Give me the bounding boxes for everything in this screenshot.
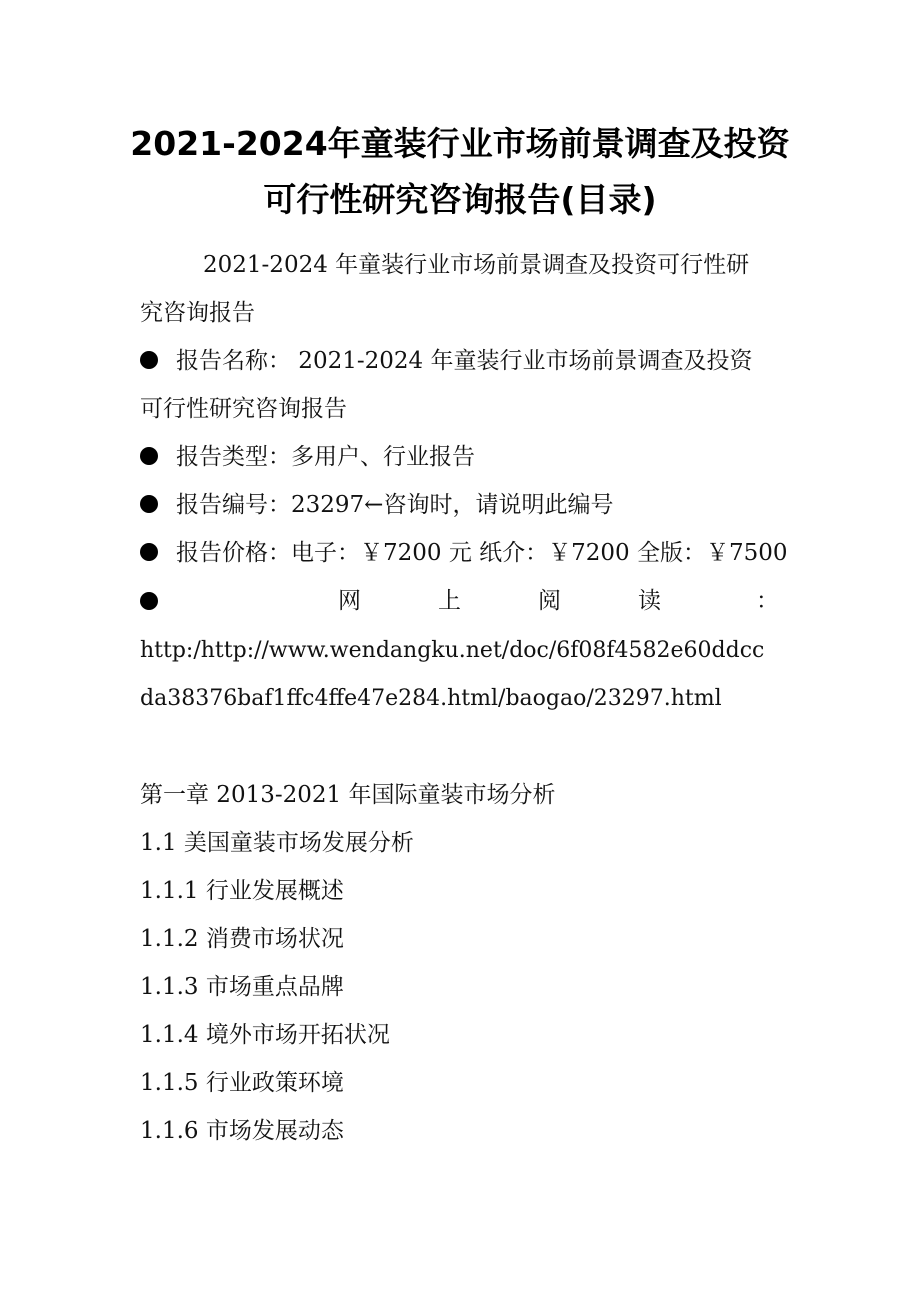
bullet-icon bbox=[140, 543, 158, 561]
document-title-line-1: 2021-2024年童装行业市场前景调查及投资 bbox=[130, 124, 790, 163]
bullet-icon bbox=[140, 447, 158, 465]
intro-paragraph-line-1: 2021-2024 年童装行业市场前景调查及投资可行性研 bbox=[203, 252, 750, 278]
toc-item-1-1-3: 1.1.3 市场重点品牌 bbox=[140, 974, 344, 1000]
toc-item-1-1-2: 1.1.2 消费市场状况 bbox=[140, 926, 344, 952]
report-name-line-1 bbox=[140, 346, 752, 376]
report-type-line bbox=[140, 442, 475, 472]
bullet-icon bbox=[140, 592, 158, 610]
toc-item-1-1-5: 1.1.5 行业政策环境 bbox=[140, 1070, 344, 1096]
online-read-char-1: 网 bbox=[338, 588, 361, 614]
toc-chapter-1: 第一章 2013-2021 年国际童装市场分析 bbox=[140, 782, 556, 808]
online-read-url-line-2[interactable]: da38376baf1ffc4ffe47e284.html/baogao/23297.html bbox=[140, 686, 722, 711]
toc-section-1-1: 1.1 美国童装市场发展分析 bbox=[140, 830, 414, 856]
bullet-icon bbox=[140, 351, 158, 369]
report-price-text: 报告价格：电子：￥7200 元 纸介：￥7200 全版：￥7500 bbox=[176, 540, 788, 566]
report-price-line bbox=[140, 538, 788, 568]
bullet-icon bbox=[140, 495, 158, 513]
toc-item-1-1-4: 1.1.4 境外市场开拓状况 bbox=[140, 1022, 390, 1048]
online-read-char-3: 阅 bbox=[538, 588, 561, 614]
report-type-text: 报告类型：多用户、行业报告 bbox=[176, 444, 475, 470]
report-code-text: 报告编号：23297←咨询时，请说明此编号 bbox=[176, 492, 614, 518]
online-read-url-line-1[interactable]: http:/http://www.wendangku.net/doc/6f08f4582e60ddcc bbox=[140, 638, 765, 663]
online-read-char-4: 读 bbox=[638, 588, 661, 614]
toc-item-1-1-6: 1.1.6 市场发展动态 bbox=[140, 1118, 344, 1144]
document-title-line-2: 可行性研究咨询报告(目录) bbox=[263, 180, 657, 219]
report-name-line-2: 可行性研究咨询报告 bbox=[140, 396, 347, 422]
report-name-text: 报告名称： 2021-2024 年童装行业市场前景调查及投资 bbox=[176, 348, 753, 374]
toc-item-1-1-1: 1.1.1 行业发展概述 bbox=[140, 878, 344, 904]
intro-paragraph-line-2: 究咨询报告 bbox=[140, 300, 255, 326]
online-read-char-2: 上 bbox=[438, 588, 461, 614]
online-read-char-5: ： bbox=[756, 588, 779, 614]
report-code-line bbox=[140, 490, 613, 520]
